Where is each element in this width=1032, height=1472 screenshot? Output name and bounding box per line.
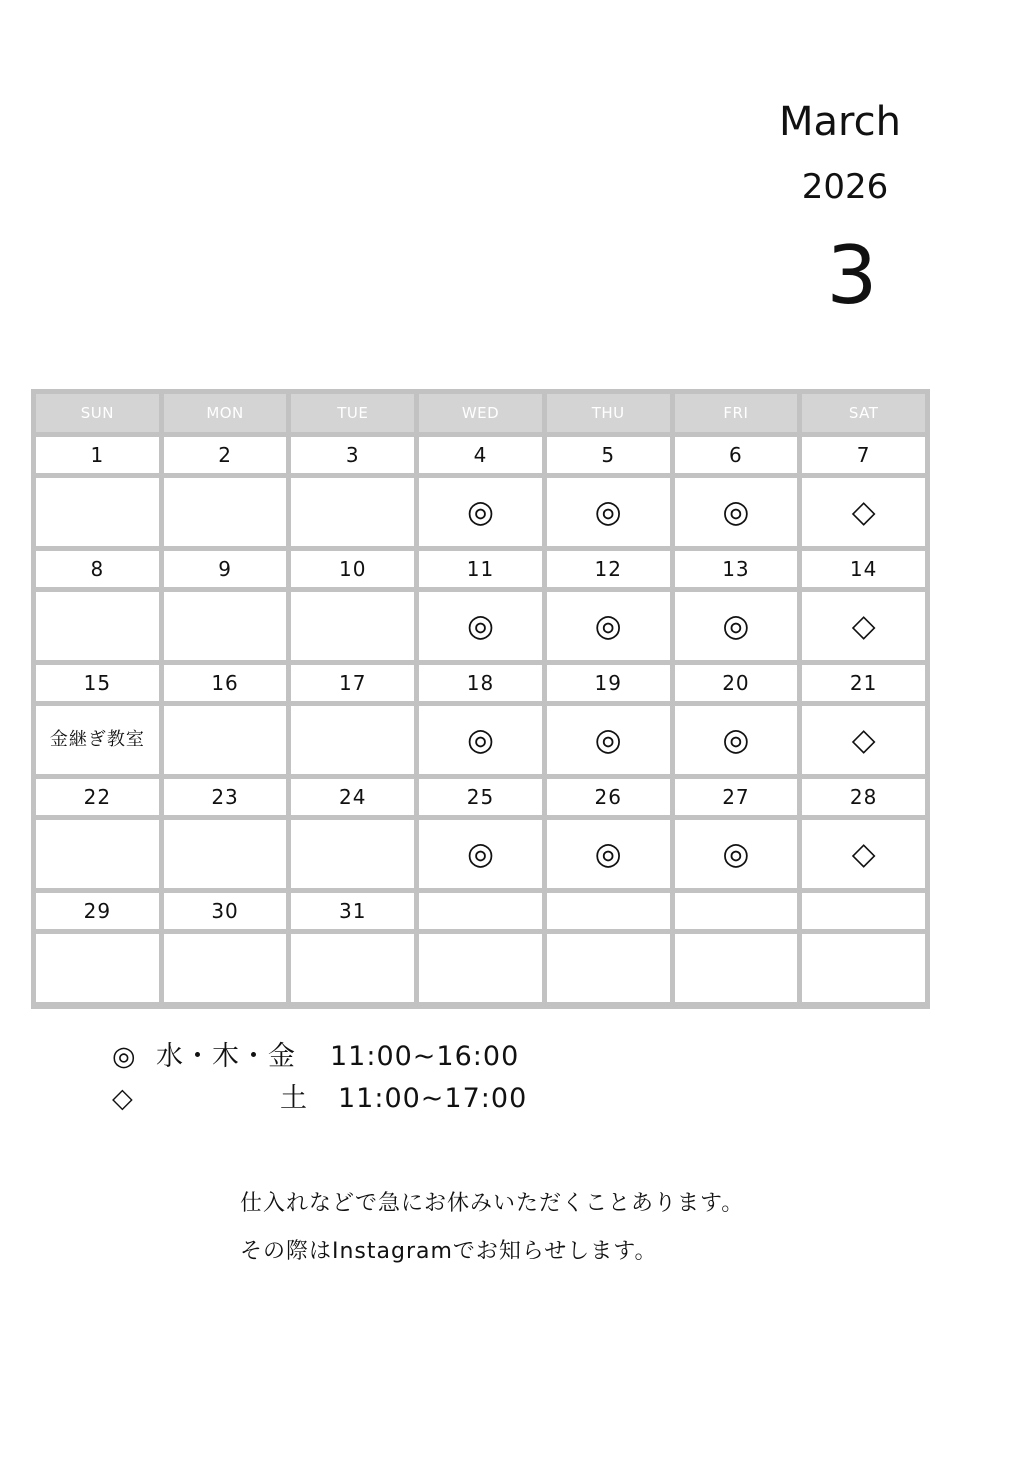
date-cell [547,893,670,929]
date-cell: 16 [164,665,287,701]
double-circle-mark: ◎ [547,478,670,546]
double-circle-mark: ◎ [547,592,670,660]
diamond-mark: ◇ [802,478,925,546]
date-cell: 12 [547,551,670,587]
day-mark-cell [547,934,670,1002]
date-cell: 29 [36,893,159,929]
date-cell: 21 [802,665,925,701]
diamond-icon: ◇ [112,1083,134,1114]
hours-legend [112,1036,532,1120]
date-cell: 2 [164,437,287,473]
double-circle-mark: ◎ [547,820,670,888]
diamond-mark: ◇ [802,820,925,888]
legend-days: 水・木・金 [156,1041,296,1072]
day-mark-cell [291,478,414,546]
date-cell: 6 [675,437,798,473]
weekday-header-tue: TUE [291,394,414,432]
date-cell: 5 [547,437,670,473]
day-mark-cell [291,706,414,774]
date-cell: 24 [291,779,414,815]
diamond-mark: ◇ [802,592,925,660]
date-cell: 23 [164,779,287,815]
weekday-header-wed: WED [419,394,542,432]
date-cell: 7 [802,437,925,473]
date-cell: 13 [675,551,798,587]
date-cell: 3 [291,437,414,473]
day-mark-cell [675,934,798,1002]
date-cell: 19 [547,665,670,701]
double-circle-mark: ◎ [419,592,542,660]
date-cell: 11 [419,551,542,587]
legend-days: 土 [280,1083,308,1114]
date-cell: 14 [802,551,925,587]
day-mark-cell [36,934,159,1002]
double-circle-mark: ◎ [419,478,542,546]
day-mark-cell [36,820,159,888]
date-cell: 1 [36,437,159,473]
date-cell: 4 [419,437,542,473]
legend-row-weekday [112,1036,532,1078]
double-circle-mark: ◎ [675,478,798,546]
day-mark-cell [291,934,414,1002]
weekday-header-sun: SUN [36,394,159,432]
month-name: March [779,99,901,145]
legend-hours: 11:00~16:00 [330,1041,520,1072]
day-mark-cell [419,934,542,1002]
weekday-header-fri: FRI [675,394,798,432]
date-cell: 17 [291,665,414,701]
day-mark-cell [164,478,287,546]
day-mark-cell [36,478,159,546]
date-cell: 20 [675,665,798,701]
notice-line: 仕入れなどで急にお休みいただくことあります。 [240,1191,745,1216]
double-circle-mark: ◎ [675,820,798,888]
date-cell: 18 [419,665,542,701]
day-mark-cell [164,820,287,888]
date-cell: 31 [291,893,414,929]
day-mark-cell [291,592,414,660]
day-mark-cell [291,820,414,888]
day-mark-cell [802,934,925,1002]
legend-hours: 11:00~17:00 [338,1083,528,1114]
date-cell [802,893,925,929]
date-cell: 22 [36,779,159,815]
date-cell: 25 [419,779,542,815]
calendar-grid [31,389,930,1009]
weekday-header-thu: THU [547,394,670,432]
date-cell: 27 [675,779,798,815]
day-mark-cell [164,934,287,1002]
date-cell: 15 [36,665,159,701]
date-cell [419,893,542,929]
double-circle-mark: ◎ [419,820,542,888]
date-cell: 8 [36,551,159,587]
double-circle-mark: ◎ [675,706,798,774]
date-cell: 30 [164,893,287,929]
date-cell: 9 [164,551,287,587]
closure-notice [240,1180,744,1276]
date-cell: 26 [547,779,670,815]
date-cell: 10 [291,551,414,587]
legend-row-saturday [112,1078,532,1120]
notice-line: その際はInstagramでお知らせします。 [240,1239,658,1264]
diamond-mark: ◇ [802,706,925,774]
weekday-header-mon: MON [164,394,287,432]
day-mark-cell [164,592,287,660]
double-circle-mark: ◎ [547,706,670,774]
day-mark-cell [164,706,287,774]
kintsugi-class-note: 金継ぎ教室 [36,706,159,774]
double-circle-mark: ◎ [675,592,798,660]
double-circle-icon: ◎ [112,1041,137,1072]
date-cell [675,893,798,929]
date-cell: 28 [802,779,925,815]
weekday-header-sat: SAT [802,394,925,432]
double-circle-mark: ◎ [419,706,542,774]
month-number: 3 [826,229,878,322]
year: 2026 [801,167,889,207]
day-mark-cell [36,592,159,660]
